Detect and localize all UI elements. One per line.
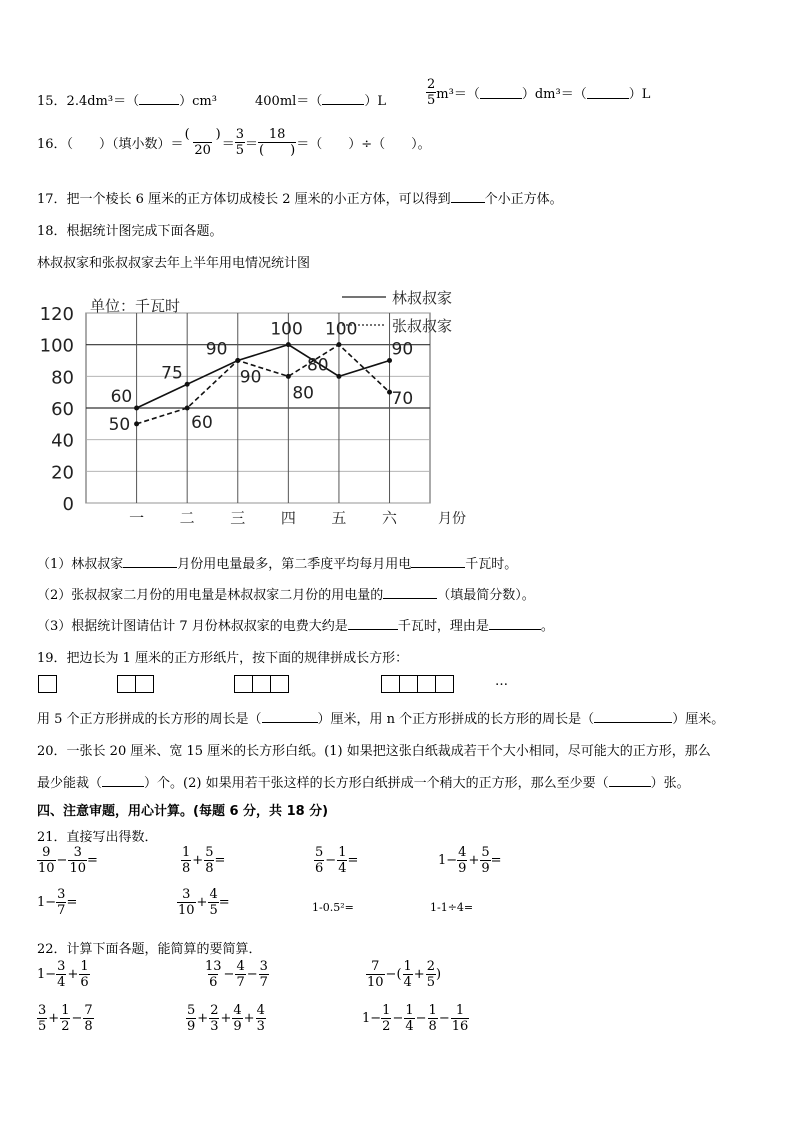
q19-prompt: 19．把边长为 1 厘米的正方形纸片，按下面的规律拼成长方形： [37, 651, 409, 666]
answer-blank[interactable] [587, 86, 629, 99]
q22-prompt: 22．计算下面各题，能简算的要简算． [37, 942, 262, 957]
y-tick-label: 120 [39, 304, 74, 325]
fraction: $\frac{2}{5}$ [427, 77, 436, 108]
q20-line1: 20．一张长 20 厘米、宽 15 厘米的长方形白纸。(1) 如果把这张白纸裁成若干个大小相同，尽可能大的正方形，那么 [37, 744, 711, 759]
answer-blank[interactable] [322, 92, 364, 105]
q18-1: （1）林叔叔家 月份用电量最多，第二季度平均每月用电 千瓦时。 [37, 557, 518, 572]
data-point [336, 374, 341, 379]
q17: 17．把一个棱长 6 厘米的正方体切成棱长 2 厘米的小正方体，可以得到 个小正方体。 [37, 192, 563, 207]
data-label: 100 [270, 319, 303, 340]
x-tick-label: 三 [230, 509, 246, 527]
square-row-2 [117, 675, 154, 693]
y-tick-label: 100 [39, 335, 74, 357]
q15-part2: 400ml＝（ ）L [255, 94, 386, 109]
x-axis-label: 月份 [438, 511, 466, 527]
data-point [286, 374, 291, 379]
data-label: 75 [161, 363, 183, 384]
q18-3: （3）根据统计图请估计 7 月份林叔叔家的电费大约是 千瓦时，理由是 。 [37, 619, 554, 634]
electricity-line-chart [30, 283, 490, 533]
data-point [235, 358, 240, 363]
square-row-1 [38, 675, 57, 693]
chart-title: 林叔叔家和张叔叔家去年上半年用电情况统计图 [37, 256, 311, 271]
q21-expr-6: $\frac{3}{10}$ + $\frac{4}{5}$ = [178, 887, 230, 918]
data-point [185, 406, 190, 411]
x-tick-label: 五 [331, 509, 347, 527]
y-tick-label: 0 [62, 494, 74, 515]
data-label: 100 [324, 319, 358, 340]
answer-blank[interactable] [139, 92, 179, 105]
x-tick-label: 二 [179, 509, 195, 527]
data-point [336, 342, 341, 347]
q21-expr-8: 1-1÷4= [430, 901, 474, 914]
data-point [134, 421, 139, 426]
q22-expr-1: 1− $\frac{3}{4}$ + $\frac{1}{6}$ [37, 959, 89, 990]
data-label: 60 [110, 387, 133, 407]
y-tick-label: 40 [51, 430, 74, 452]
q21-expr-1: $\frac{9}{10}$ − $\frac{3}{10}$ = [38, 845, 98, 876]
data-point [286, 342, 291, 347]
answer-blank[interactable] [383, 586, 437, 599]
unit-label: 单位：千瓦时 [90, 297, 181, 315]
q21-expr-4: 1− $\frac{4}{9}$ + $\frac{5}{9}$ = [438, 845, 502, 876]
answer-blank[interactable] [123, 555, 177, 568]
answer-blank[interactable] [451, 190, 485, 203]
q21-expr-5: 1− $\frac{3}{7}$ = [37, 887, 78, 918]
section-heading: 四、注意审题，用心计算。(每题 6 分，共 18 分) [37, 804, 329, 819]
q22-expr-2: $\frac{13}{6}$ − $\frac{4}{7}$ − $\frac{3}{7}$ [205, 959, 268, 990]
answer-blank[interactable] [594, 710, 672, 723]
fraction: $\frac{18}{( )}$ [259, 127, 296, 158]
data-point [134, 406, 139, 411]
x-tick-label: 四 [280, 509, 296, 527]
q21-expr-2: $\frac{1}{8}$ + $\frac{5}{8}$ = [182, 845, 226, 876]
data-label: 90 [391, 339, 414, 360]
data-label: 50 [108, 414, 131, 435]
answer-blank[interactable] [411, 555, 465, 568]
data-label: 80 [292, 383, 314, 404]
answer-blank[interactable] [609, 774, 651, 787]
q22-expr-5: $\frac{5}{9}$ + $\frac{2}{3}$ + $\frac{4}{9}$ + $\frac{4}{3}$ [187, 1003, 265, 1034]
x-tick-label: 六 [382, 509, 398, 527]
answer-blank[interactable] [348, 617, 398, 630]
q18-prompt: 18．根据统计图完成下面各题。 [37, 224, 223, 239]
y-tick-label: 80 [51, 367, 74, 389]
data-label: 80 [306, 355, 329, 376]
answer-blank[interactable] [102, 774, 144, 787]
q21-expr-7: 1-0.5²= [312, 901, 354, 914]
answer-blank[interactable] [480, 86, 522, 99]
q15-part1: 15．2.4dm³＝（ ）cm³ [37, 94, 217, 109]
data-label: 90 [239, 367, 262, 388]
x-tick-label: 一 [129, 509, 145, 527]
y-tick-label: 20 [51, 462, 74, 484]
legend-label: 张叔叔家 [392, 317, 453, 335]
q22-expr-4: $\frac{3}{5}$ + $\frac{1}{2}$ − $\frac{7}{8}$ [38, 1003, 93, 1034]
fraction: $\frac{( )}{20}$ [184, 127, 221, 158]
ellipsis: … [495, 674, 508, 689]
q19-question: 用 5 个正方形拼成的长方形的周长是（ ）厘米，用 n 个正方形拼成的长方形的周长是（ ）厘米。 [37, 712, 725, 727]
series-line-2 [137, 345, 390, 424]
q16: 16．（ ）（填小数）＝ $\frac{( )}{20}$ ＝ $\frac{3}{5}$ ＝ $\frac{18}{( )}$ ＝（ ）÷（ ）。 [37, 127, 431, 158]
q22-expr-3: $\frac{7}{10}$ −( $\frac{1}{4}$ + $\frac{2}{5}$ ) [367, 959, 442, 990]
y-tick-label: 60 [51, 399, 74, 420]
fraction: $\frac{3}{5}$ [235, 127, 245, 158]
q21-prompt: 21．直接写出得数． [37, 830, 158, 845]
data-point [185, 382, 190, 387]
answer-blank[interactable] [489, 617, 541, 630]
data-label: 70 [391, 389, 414, 410]
square-row-3 [234, 675, 289, 693]
q18-2: （2）张叔叔家二月份的用电量是林叔叔家二月份的用电量的 （填最简分数）。 [37, 588, 535, 603]
data-label: 60 [191, 413, 213, 433]
q21-expr-3: $\frac{5}{6}$ − $\frac{1}{4}$ = [315, 845, 359, 876]
q22-expr-6: 1− $\frac{1}{2}$ − $\frac{1}{4}$ − $\frac{1}{8}$ − $\frac{1}{16}$ [362, 1003, 469, 1034]
data-label: 90 [205, 339, 228, 360]
q20-line2: 最少能裁（ ）个。(2) 如果用若干张这样的长方形白纸拼成一个稍大的正方形，那么至少要（ ）张。 [37, 776, 690, 791]
legend-label: 林叔叔家 [392, 289, 453, 307]
square-row-4 [381, 675, 454, 693]
q15-part3: $\frac{2}{5}$ m³＝（ ）dm³＝（ ）L [427, 77, 651, 108]
answer-blank[interactable] [262, 710, 318, 723]
